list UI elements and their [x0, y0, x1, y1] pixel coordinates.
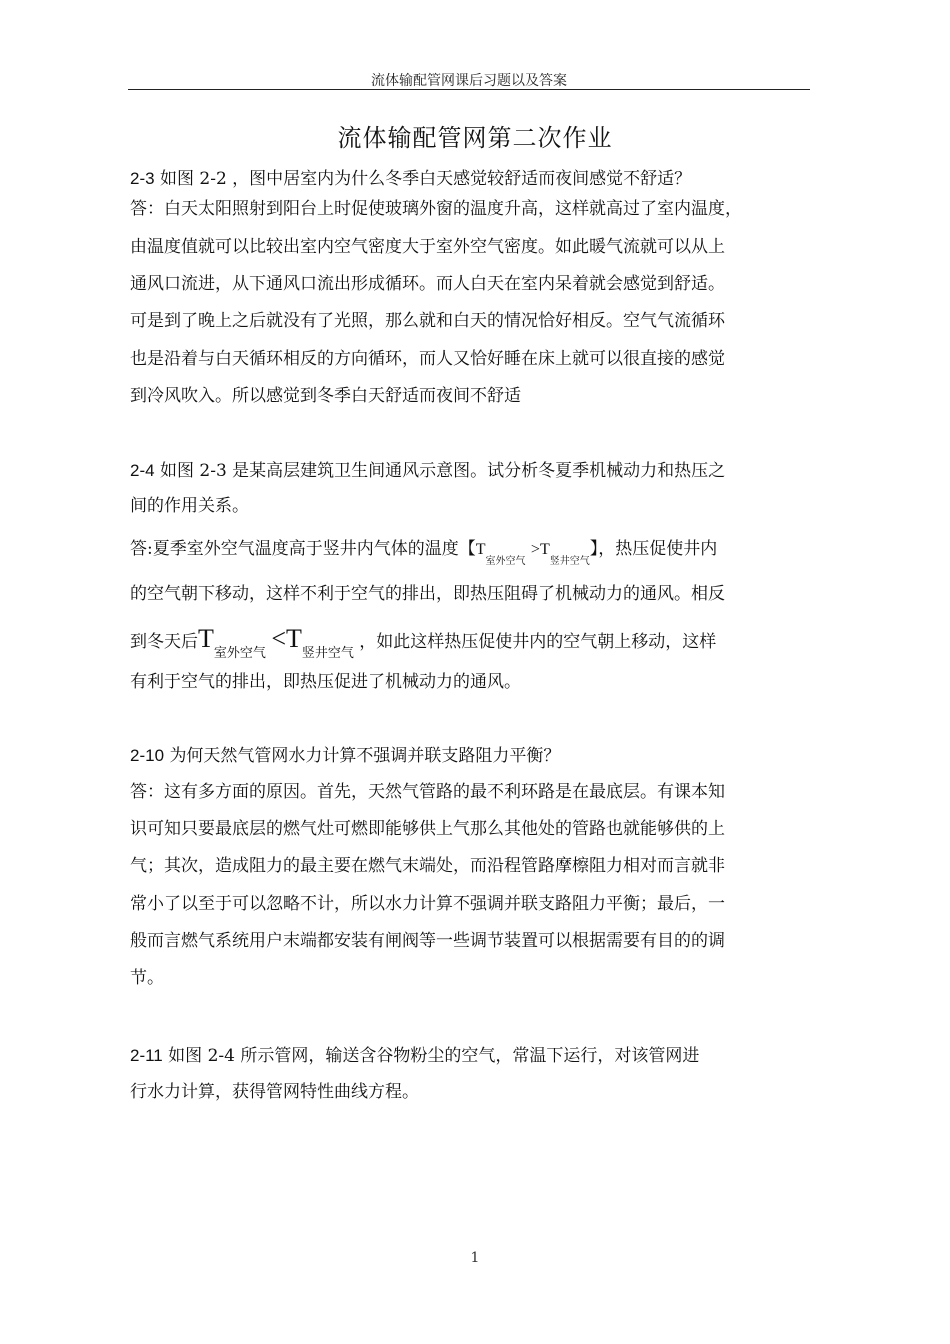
- temperature-symbol: T: [539, 541, 550, 558]
- question-number: 2-10: [130, 746, 165, 765]
- answer-2-10-line: 常小了以至于可以忽略不计，所以水力计算不强调并联支路阻力平衡；最后，一: [130, 894, 725, 914]
- question-2-11: [130, 1037, 812, 1075]
- greater-than-sign: >: [530, 541, 540, 558]
- question-text: 如图 2-3 是某高层建筑卫生间通风示意图。试分析冬夏季机械动力和热压之: [159, 461, 726, 481]
- temperature-symbol: T: [198, 624, 214, 653]
- answer-2-4-line-3: [130, 620, 812, 662]
- answer-2-10-line: 答：这有多方面的原因。首先，天然气管路的最不利环路是在最底层。有课本知: [130, 782, 725, 802]
- answer-text: ，如此这样热压促使井内的空气朝上移动，这样: [359, 632, 717, 652]
- answer-2-10-line: 节。: [130, 968, 164, 988]
- question-text: 为何天然气管网水力计算不强调并联支路阻力平衡？: [169, 746, 561, 766]
- answer-2-10-line: 般而言燃气系统用户末端都安装有闸阀等一些调节装置可以根据需要有目的的调: [130, 931, 725, 951]
- answer-text: 答:夏季室外空气温度高于竖井内气体的温度【: [130, 539, 476, 559]
- question-2-11-cont: 行水力计算，获得管网特性曲线方程。: [130, 1082, 419, 1102]
- answer-2-4-line-4: 有利于空气的排出，即热压促进了机械动力的通风。: [130, 672, 521, 692]
- question-text: 如图 2-4 所示管网，输送含谷物粉尘的空气，常温下运行，对该管网进: [168, 1046, 700, 1066]
- question-2-10: [130, 737, 812, 775]
- answer-2-3-line: 到冷风吹入。所以感觉到冬季白天舒适而夜间不舒适: [130, 386, 521, 406]
- answer-2-3-line: 也是沿着与白天循环相反的方向循环，而人又恰好睡在床上就可以很直接的感觉: [130, 349, 725, 369]
- subscript-shaft: 竖井空气: [549, 556, 590, 567]
- answer-2-10-line: 识可知只要最底层的燃气灶可燃即能够供上气那么其他处的管路也就能够供的上: [130, 819, 725, 839]
- temperature-symbol: T: [475, 541, 486, 558]
- temperature-symbol: T: [285, 624, 302, 653]
- question-number: 2-3: [130, 169, 155, 188]
- answer-2-3-line: 由温度值就可以比较出室内空气密度大于室外空气密度。如此暖气流就可以从上: [130, 237, 725, 257]
- answer-2-4-line-1: [130, 531, 812, 570]
- answer-2-3-line: 通风口流进，从下通风口流出形成循环。而人白天在室内呆着就会感觉到舒适。: [130, 274, 725, 294]
- answer-2-3-line: 可是到了晚上之后就没有了光照，那么就和白天的情况恰好相反。空气气流循环: [130, 311, 725, 331]
- answer-text: 到冬天后: [130, 632, 198, 652]
- question-2-4-cont: 间的作用关系。: [130, 496, 249, 516]
- page-number: 1: [470, 1250, 480, 1266]
- document-title: 流体输配管网第二次作业: [337, 124, 613, 152]
- question-number: 2-4: [130, 461, 155, 480]
- answer-text: 】，热压促使井内: [589, 539, 718, 559]
- question-2-4: [130, 452, 812, 490]
- question-text: 如图 2-2 ，图中居室内为什么冬季白天感觉较舒适而夜间感觉不舒适？: [159, 169, 692, 189]
- page-header: 流体输配管网课后习题以及答案: [371, 73, 567, 89]
- subscript-outdoor: 室外空气: [485, 556, 526, 567]
- answer-2-10-line: 气；其次，造成阻力的最主要在燃气末端处，而沿程管路摩檫阻力相对而言就非: [130, 856, 725, 876]
- answer-2-4-line-2: 的空气朝下移动，这样不利于空气的排出，即热压阻碍了机械动力的通风。相反: [130, 584, 725, 604]
- subscript-shaft: 竖井空气: [301, 646, 354, 661]
- question-number: 2-11: [130, 1046, 163, 1065]
- answer-2-3-line: 答：白天太阳照射到阳台上时促使玻璃外窗的温度升高，这样就高过了室内温度，: [130, 199, 742, 219]
- less-than-sign: <: [271, 624, 286, 653]
- header-divider: [128, 89, 810, 90]
- subscript-outdoor: 室外空气: [213, 646, 266, 661]
